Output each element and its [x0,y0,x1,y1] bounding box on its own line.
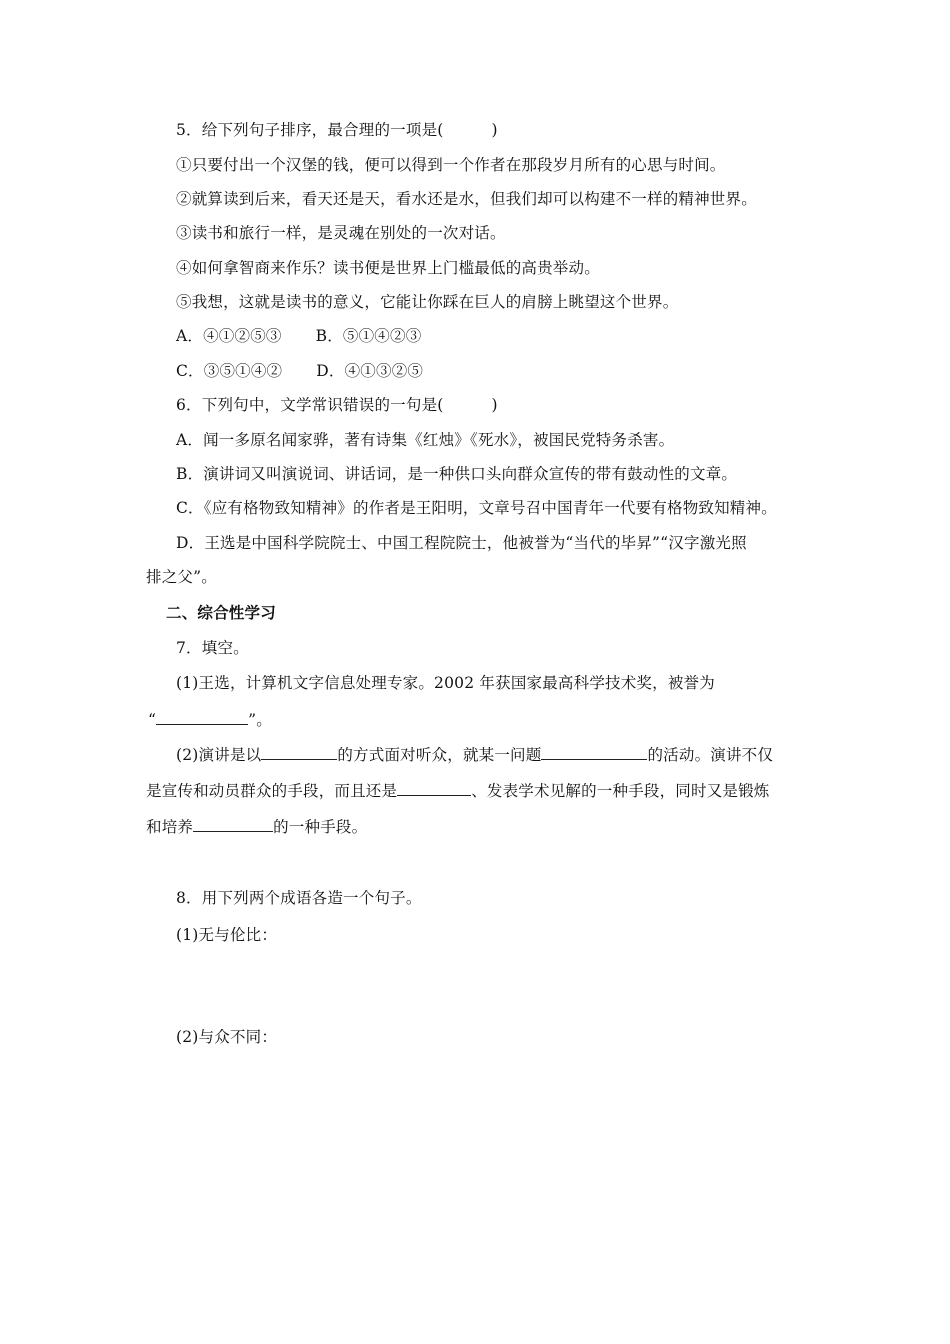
q7-part1-line1: (1)王选，计算机文字信息处理专家。2002 年获国家最高科学技术奖，被誉为 [176,674,715,692]
q5-sentence-2: ②就算读到后来，看天还是天，看水还是水，但我们却可以构建不一样的精神世界。 [176,190,757,208]
q5-sentence-3: ③读书和旅行一样，是灵魂在别处的一次对话。 [176,224,506,242]
q5-sentence-4: ④如何拿智商来作乐？读书便是世界上门槛最低的高贵举动。 [176,259,600,277]
q7-part2-text-f: 和培养 [146,818,194,836]
q6-option-b[interactable]: B．演讲词又叫演说词、讲话词，是一种供口头向群众宣传的带有鼓动性的文章。 [176,465,738,483]
q5-stem-text: 5．给下列句子排序，最合理的一项是( [176,121,444,139]
q7-part2-text-a: (2)演讲是以 [176,746,262,764]
q7-stem: 7．填空。 [176,639,249,657]
q7-part1-close-quote: ”。 [248,711,272,729]
q7-part2-text-c: 的活动。演讲不仅 [647,746,774,764]
q7-part2-line2 [146,779,826,801]
q7-part2-text-g: 的一种手段。 [273,818,368,836]
q7-part1-blank[interactable] [156,708,248,725]
q6-option-a[interactable]: A．闻一多原名闻家骅，著有诗集《红烛》《死水》，被国民党特务杀害。 [176,431,675,449]
q7-part2-text-d: 是宣传和动员群众的手段，而且还是 [146,782,398,800]
q5-option-c[interactable]: C．③⑤①④② [176,362,283,380]
q5-stem [176,120,856,140]
q6-stem-close: ) [491,396,498,414]
q6-option-d-line2: 排之父”。 [146,568,217,586]
q7-part2-blank-4[interactable] [193,815,273,832]
q7-part2-text-e: 、发表学术见解的一种手段，同时又是锻炼 [471,782,770,800]
q5-option-d[interactable]: D．④①③②⑤ [316,362,424,380]
q6-stem-text: 6．下列句中，文学常识错误的一句是( [176,396,444,414]
q7-part2-line3 [146,815,826,837]
q5-sentence-1: ①只要付出一个汉堡的钱，便可以得到一个作者在那段岁月所有的心思与时间。 [176,156,726,174]
q7-part2-blank-2[interactable] [541,743,647,760]
q7-part2-blank-1[interactable] [261,743,337,760]
q7-part1-line2 [148,708,828,730]
q5-stem-close: ) [491,121,498,139]
q8-part2: (2)与众不同： [176,1028,278,1046]
q5-options-row-1 [176,326,856,346]
q5-option-b[interactable]: B．⑤①④②③ [315,327,422,345]
q7-part2-text-b: 的方式面对听众，就某一问题 [337,746,542,764]
q8-part1: (1)无与伦比： [176,926,278,944]
q6-stem [176,395,856,415]
section-heading: 二、综合性学习 [166,604,276,622]
q5-option-a[interactable]: A．④①②⑤③ [176,327,282,345]
q7-part2-line1 [176,743,856,765]
q8-stem: 8．用下列两个成语各造一个句子。 [176,889,422,907]
q7-part1-open-quote: “ [148,711,157,729]
q5-options-row-2 [176,361,856,381]
q6-option-d-line1[interactable]: D．王选是中国科学院院士、中国工程院院士，他被誉为“当代的毕昇”“汉字激光照 [176,534,747,552]
q6-option-c[interactable]: C．《应有格物致知精神》的作者是王阳明，文章号召中国青年一代要有格物致知精神。 [176,499,777,517]
q7-part2-blank-3[interactable] [397,779,471,796]
q5-sentence-5: ⑤我想，这就是读书的意义，它能让你踩在巨人的肩膀上眺望这个世界。 [176,293,679,311]
